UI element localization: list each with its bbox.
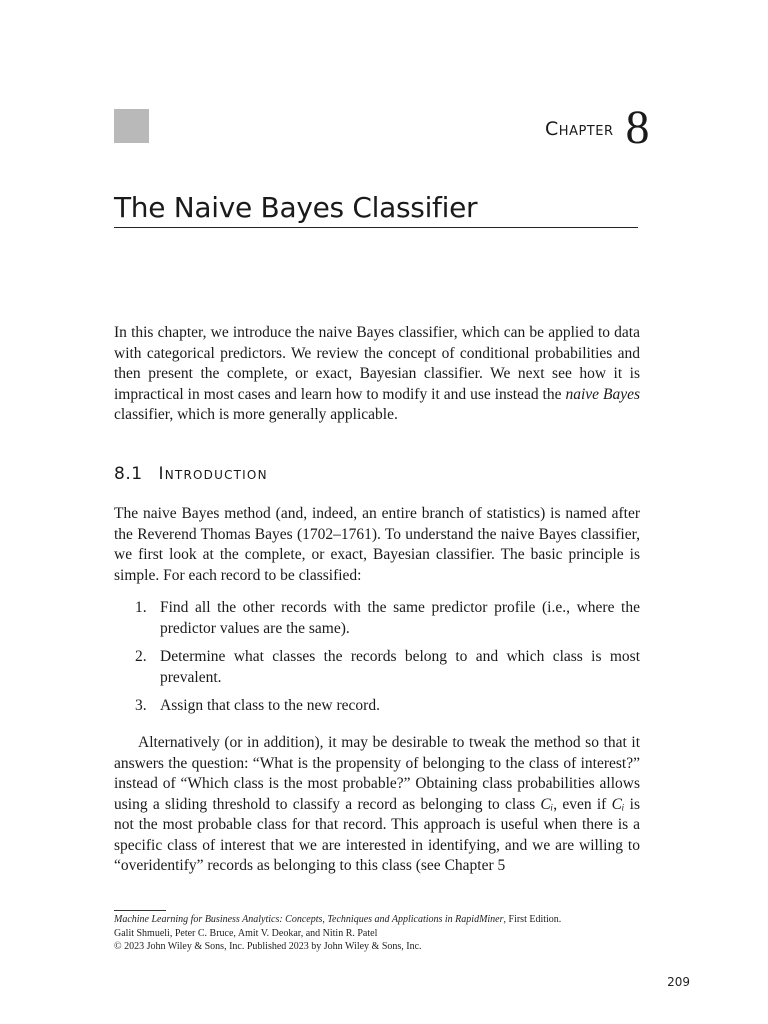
page-number: 209 [667, 975, 690, 989]
step-text: Find all the other records with the same predictor profile (i.e., where the predictor values are the same). [160, 599, 640, 637]
intro-text-2: classifier, which is more generally applicable. [114, 406, 398, 423]
math-class-symbol: Cᵢ [540, 795, 554, 813]
paragraph-1: The naive Bayes method (and, indeed, an entire branch of statistics) is named after the Reverend Thomas Bayes (1702–1761). To understand the naive Bayes classifier, we first look at the complete, or exact, Bayesian classifier. The basic principle is simple. For each record to be classified: [114, 505, 640, 584]
steps-list [135, 598, 640, 725]
chapter-marker-square [114, 109, 149, 143]
intro-text-1: In this chapter, we introduce the naive Bayes classifier, which can be applied to data with categorical predictors. We review the concept of conditional probabilities and then present the complete, or exact, Bayesian classifier. We next see how it is impractical in most cases and learn how to modify it and use instead the [114, 324, 640, 403]
step-text: Assign that class to the new record. [160, 697, 380, 714]
intro-paragraph [114, 323, 640, 426]
footnote-edition: , First Edition. [503, 914, 562, 925]
list-item [135, 647, 640, 688]
step-number: 2. [135, 648, 147, 665]
paragraph-2-text-3: is not the most probable class for that record. This approach is useful when there is a specific class of interest that we are interested in identifying, and we are willing to “overidentify” records as belonging to this class (see Chapter 5 [114, 795, 641, 874]
section-title: Introduction [158, 464, 268, 484]
step-number: 3. [135, 697, 147, 714]
footnote-authors: Galit Shmueli, Peter C. Bruce, Amit V. Deokar, and Nitin R. Patel [114, 927, 378, 939]
footnote-line-1 [114, 913, 654, 927]
section-heading [114, 464, 268, 484]
math-class-symbol: Cᵢ [611, 795, 625, 813]
intro-italic-term: naive Bayes [565, 385, 640, 403]
footnote-book-title: Machine Learning for Business Analytics: Concepts, Techniques and Applications in RapidMiner [114, 914, 504, 925]
footnote-rule [114, 910, 166, 911]
step-text: Determine what classes the records belong to and which class is most prevalent. [160, 648, 640, 686]
section-number: 8.1 [114, 464, 143, 484]
chapter-title: The Naive Bayes Classifier [114, 191, 638, 228]
list-item [135, 696, 640, 717]
list-item [135, 598, 640, 639]
footnote [114, 913, 654, 954]
paragraph-2 [114, 733, 640, 877]
chapter-word: Chapter [545, 118, 614, 140]
footnote-copyright: © 2023 John Wiley & Sons, Inc. Published 2023 by John Wiley & Sons, Inc. [114, 941, 422, 952]
chapter-number: 8 [625, 101, 650, 154]
paragraph-2-text-2: , even if [553, 795, 612, 813]
step-number: 1. [135, 599, 147, 616]
paragraph-2-text-1: Alternatively (or in addition), it may be desirable to tweak the method so that it answers the question: “What is the propensity of belonging to the class of interest?” instead of “Which class is the most probable?” Obtaining class probabilities allows using a sliding threshold to classify a record as belonging to class [114, 734, 640, 813]
chapter-label [545, 101, 650, 154]
